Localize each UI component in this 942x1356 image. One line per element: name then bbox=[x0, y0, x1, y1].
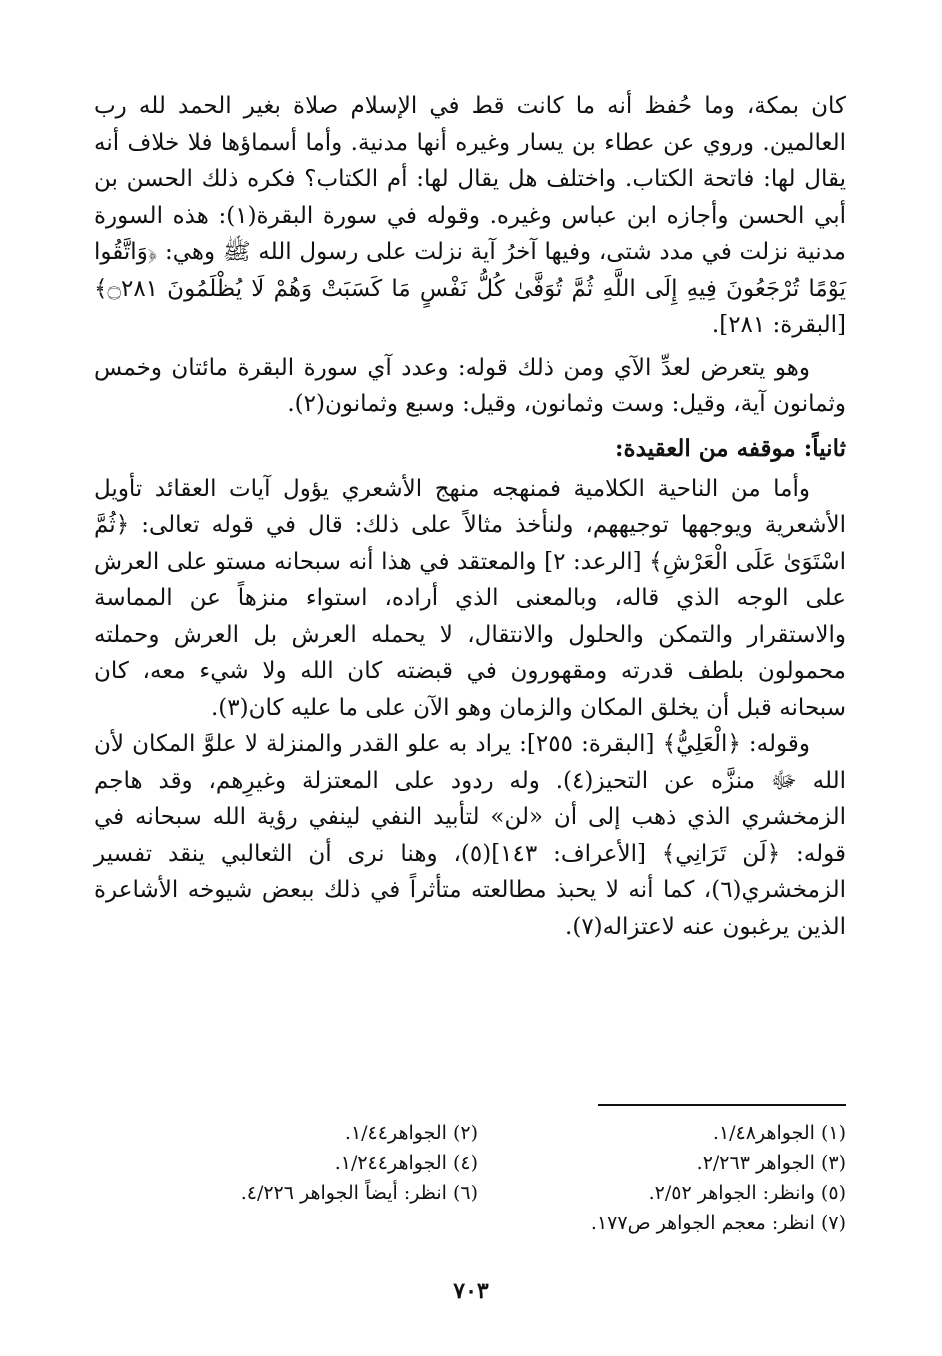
paragraph-4: وقوله: ﴿الْعَلِيُّ﴾ [البقرة: ٢٥٥]: يراد به علو القدر والمنزلة لا علوَّ المكان لأن الله ﷻ منزَّه عن التحيز(٤). وله ردود على المعتزلة وغيرِهم، وقد هاجم الزمخشري الذي ذهب إلى أن «لن» لتأبيد النفي لينفي رؤية الله سبحانه في قوله: ﴿لَن تَرَانِي﴾ [الأعراف: ١٤٣](٥)، وهنا نرى أن الثعالبي ينقد تفسير الزمخشري(٦)، كما أنه لا يحبذ مطالعته متأثراً في ذلك ببعض شيوخه الأشاعرة الذين يرغبون عنه لاعتزاله(٧). bbox=[94, 731, 846, 940]
footnote-row bbox=[94, 1208, 846, 1238]
paragraph-2: وهو يتعرض لعدِّ الآي ومن ذلك قوله: وعدد آي سورة البقرة مائتان وخمس وثمانون آية، وقيل: وست وثمانون، وقيل: وسبع وثمانون(٢). bbox=[94, 354, 846, 417]
footnote-4: (٤) الجواهر١/٢٤٤. bbox=[334, 1152, 478, 1174]
footnote-6: (٦) انظر: أيضاً الجواهر ٤/٢٢٦. bbox=[240, 1182, 478, 1204]
footnote-2: (٢) الجواهر١/٤٤. bbox=[344, 1122, 478, 1144]
paragraph-3: وأما من الناحية الكلامية فمنهجه منهج الأشعري يؤول آيات العقائد تأويل الأشعرية ويوجهها توجيههم، ولنأخذ مثالاً على ذلك: قال في قوله تعالى: ﴿ثُمَّ اسْتَوَىٰ عَلَى الْعَرْشِ﴾ [الرعد: ٢] والمعتقد في هذا أنه سبحانه مستو على العرش على الوجه الذي قاله، وبالمعنى الذي أراده، استواء منزهاً عن المماسة والاستقرار والتمكن والحلول والانتقال، لا يحمله العرش بل العرش وحملته محمولون بلطف قدرته ومقهورون في قبضته كان الله ولا شيء معه، كان سبحانه قبل أن يخلق المكان والزمان وهو الآن على ما عليه كان(٣). bbox=[94, 475, 846, 721]
page-number: ٧٠٣ bbox=[453, 1278, 489, 1304]
footnote-divider bbox=[598, 1104, 846, 1106]
footnote-1: (١) الجواهر١/٤٨. bbox=[712, 1122, 846, 1144]
section-heading: ثانياً: موقفه من العقيدة: bbox=[615, 434, 846, 462]
footnotes bbox=[94, 1118, 846, 1238]
footnote-row bbox=[94, 1148, 846, 1178]
footnote-7: (٧) انظر: معجم الجواهر ص١٧٧. bbox=[590, 1212, 846, 1234]
footnote-5: (٥) وانظر: الجواهر ٢/٥٢. bbox=[648, 1182, 846, 1204]
footnote-3: (٣) الجواهر ٢/٢٦٣. bbox=[696, 1152, 846, 1174]
page-body bbox=[94, 88, 846, 945]
footnote-row bbox=[94, 1178, 846, 1208]
footnote-row bbox=[94, 1118, 846, 1148]
paragraph-1: كان بمكة، وما حُفظ أنه ما كانت قط في الإسلام صلاة بغير الحمد لله رب العالمين. وروي عن عطاء بن يسار وغيره أنها مدنية. وأما أسماؤها فلا خلاف أنه يقال لها: فاتحة الكتاب. واختلف هل يقال لها: أم الكتاب؟ فكره ذلك الحسن بن أبي الحسن وأجازه ابن عباس وغيره. وقوله في سورة البقرة(١): هذه السورة مدنية نزلت في مدد شتى، وفيها آخرُ آية نزلت على رسول الله ﷺ وهي: ﴿وَاتَّقُوا يَوْمًا تُرْجَعُونَ فِيهِ إِلَى اللَّهِ ثُمَّ تُوَفَّىٰ كُلُّ نَفْسٍ مَا كَسَبَتْ وَهُمْ لَا يُظْلَمُونَ ۝٢٨١﴾ [البقرة: ٢٨١]. bbox=[94, 93, 846, 338]
